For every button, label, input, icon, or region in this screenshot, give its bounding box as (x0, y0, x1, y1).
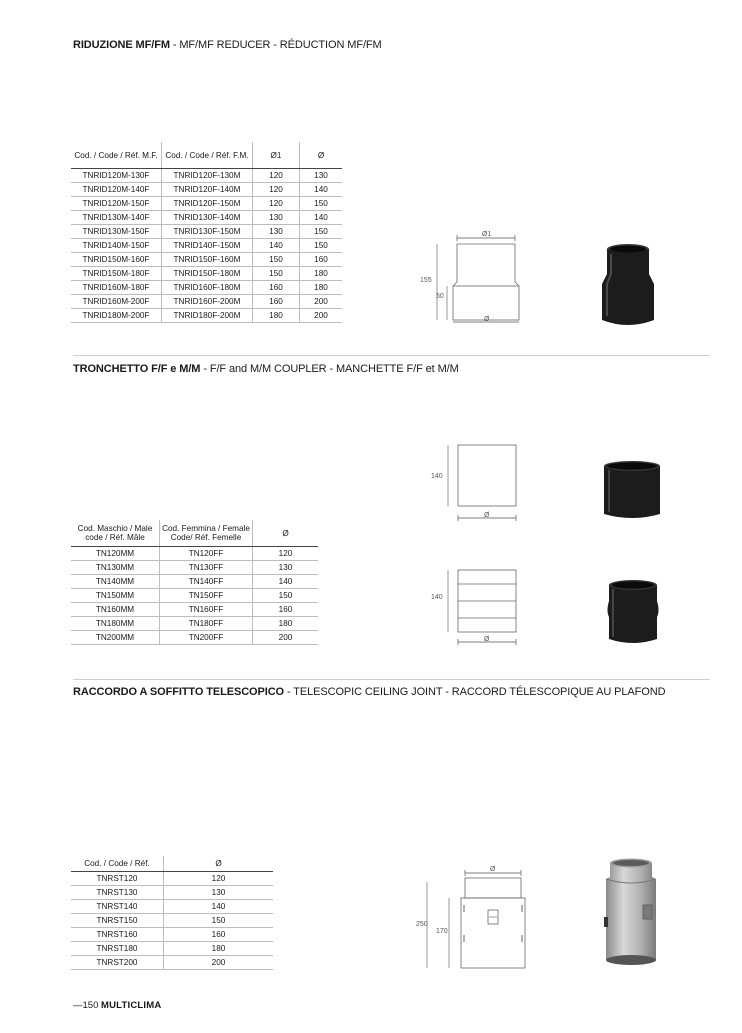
table-row (71, 253, 342, 267)
coupler-ff-bottom-label: Ø (484, 512, 490, 519)
table-cell: TNRID150F-160M (162, 253, 253, 267)
coupler-ff-technical-drawing (425, 440, 525, 525)
reducer-top-dim-label: Ø1 (482, 231, 492, 238)
table-cell: 200 (164, 956, 274, 970)
table-cell: TNRID120M-150F (71, 197, 162, 211)
coupler-section-title (73, 363, 459, 375)
table-row (71, 900, 273, 914)
table-cell: TN180FF (160, 617, 253, 631)
coupler-ff-product-photo (600, 458, 665, 523)
column-header: Cod. / Code / Réf. M.F. (71, 142, 162, 169)
table-cell: 150 (300, 225, 343, 239)
table-cell: TN160FF (160, 603, 253, 617)
table-row (71, 197, 342, 211)
table-cell: 180 (164, 942, 274, 956)
table-cell: 130 (253, 225, 300, 239)
coupler-mm-product-photo (603, 577, 663, 647)
telescopic-title-rest: - TELESCOPIC CEILING JOINT - RACCORD TÉLESCOPIQUE AU PLAFOND (284, 686, 666, 698)
table-cell: TN200FF (160, 631, 253, 645)
table-cell: 130 (164, 886, 274, 900)
table-cell: TNRST120 (71, 872, 164, 886)
table-cell: TNRID120F-140M (162, 183, 253, 197)
table-header-row (71, 142, 342, 169)
table-cell: TNRID160M-200F (71, 295, 162, 309)
telescopic-inner-height-label: 170 (436, 928, 448, 935)
table-cell: TN140MM (71, 575, 160, 589)
table-row (71, 267, 342, 281)
brand-name: MULTICLIMA (101, 1000, 162, 1011)
table-cell: TNRID120F-150M (162, 197, 253, 211)
table-cell: TNRID180M-200F (71, 309, 162, 323)
table-cell: 160 (253, 281, 300, 295)
table-row (71, 309, 342, 323)
table-cell: 160 (253, 603, 319, 617)
coupler-ff-height-label: 140 (431, 473, 443, 480)
table-cell: TNRID140F-150M (162, 239, 253, 253)
table-row (71, 914, 273, 928)
telescopic-section-title (73, 686, 665, 698)
table-cell: TN150FF (160, 589, 253, 603)
table-cell: TNRST180 (71, 942, 164, 956)
table-cell: 150 (253, 267, 300, 281)
table-cell: TNRST200 (71, 956, 164, 970)
reducer-title-bold: RIDUZIONE MF/FM (73, 39, 170, 51)
table-row (71, 295, 342, 309)
table-cell: 140 (253, 575, 319, 589)
table-row (71, 617, 318, 631)
table-cell: 140 (164, 900, 274, 914)
coupler-mm-height-label: 140 (431, 594, 443, 601)
table-cell: TN150MM (71, 589, 160, 603)
table-cell: TNRID120M-130F (71, 169, 162, 183)
reducer-technical-drawing (415, 230, 535, 330)
table-row (71, 575, 318, 589)
table-cell: TNRID130F-150M (162, 225, 253, 239)
table-cell: 180 (300, 281, 343, 295)
table-cell: 150 (300, 239, 343, 253)
telescopic-outer-height-label: 250 (416, 921, 428, 928)
reducer-section-title (73, 39, 382, 51)
section-divider (73, 679, 710, 680)
table-row (71, 942, 273, 956)
table-cell: TN130MM (71, 561, 160, 575)
section-divider (73, 355, 710, 356)
coupler-mm-technical-drawing (425, 562, 525, 650)
table-row (71, 183, 342, 197)
table-cell: TN180MM (71, 617, 160, 631)
reducer-title-rest: - MF/MF REDUCER - RÉDUCTION MF/FM (169, 39, 382, 51)
table-cell: TN160MM (71, 603, 160, 617)
table-cell: TNRID120M-140F (71, 183, 162, 197)
table-cell: 120 (253, 197, 300, 211)
table-cell: 200 (300, 295, 343, 309)
table-row (71, 886, 273, 900)
table-cell: TN200MM (71, 631, 160, 645)
table-cell: TNRST150 (71, 914, 164, 928)
reducer-bottom-dim-label: Ø (484, 316, 490, 323)
table-cell: 180 (300, 267, 343, 281)
table-row (71, 872, 273, 886)
telescopic-table (71, 856, 273, 970)
table-cell: 120 (164, 872, 274, 886)
telescopic-top-dim-label: Ø (490, 866, 496, 873)
table-cell: 130 (300, 169, 343, 183)
table-row (71, 225, 342, 239)
telescopic-technical-drawing (412, 860, 542, 975)
telescopic-title-bold: RACCORDO A SOFFITTO TELESCOPICO (73, 686, 284, 698)
table-cell: TNRID180F-200M (162, 309, 253, 323)
column-header: Ø (253, 520, 319, 547)
table-cell: 130 (253, 211, 300, 225)
table-cell: 140 (300, 211, 343, 225)
table-row (71, 281, 342, 295)
table-cell: 180 (253, 617, 319, 631)
table-cell: TNRID130F-140M (162, 211, 253, 225)
column-header: Ø (164, 856, 274, 872)
page-footer (73, 1000, 161, 1011)
coupler-mm-bottom-label: Ø (484, 636, 490, 643)
table-cell: TN140FF (160, 575, 253, 589)
table-cell: 200 (253, 631, 319, 645)
reducer-height-label: 155 (420, 277, 432, 284)
table-cell: TN120MM (71, 547, 160, 561)
table-row (71, 589, 318, 603)
table-row (71, 211, 342, 225)
table-cell: 160 (300, 253, 343, 267)
table-row (71, 928, 273, 942)
table-cell: TNRID130M-140F (71, 211, 162, 225)
table-cell: TNRID160F-200M (162, 295, 253, 309)
coupler-title-bold: TRONCHETTO F/F e M/M (73, 363, 201, 375)
table-cell: 140 (300, 183, 343, 197)
table-row (71, 169, 342, 183)
telescopic-product-photo (596, 855, 666, 975)
table-cell: 160 (253, 295, 300, 309)
table-cell: 150 (300, 197, 343, 211)
table-cell: TNRST160 (71, 928, 164, 942)
table-cell: 120 (253, 169, 300, 183)
table-header-row (71, 520, 318, 547)
table-cell: TNRST140 (71, 900, 164, 914)
table-cell: 130 (253, 561, 319, 575)
table-cell: 140 (253, 239, 300, 253)
table-cell: 150 (253, 253, 300, 267)
column-header: Cod. / Code / Réf. F.M. (162, 142, 253, 169)
table-cell: 150 (164, 914, 274, 928)
table-cell: 120 (253, 183, 300, 197)
table-row (71, 561, 318, 575)
table-cell: TNRID150M-160F (71, 253, 162, 267)
table-cell: 160 (164, 928, 274, 942)
table-cell: TNRID160M-180F (71, 281, 162, 295)
column-header: Cod. Maschio / Male code / Réf. Mâle (71, 520, 160, 547)
table-header-row (71, 856, 273, 872)
table-cell: TNRID130M-150F (71, 225, 162, 239)
table-cell: TNRID150M-180F (71, 267, 162, 281)
page-number: —150 (73, 1000, 99, 1011)
coupler-title-rest: - F/F and M/M COUPLER - MANCHETTE F/F et M/M (200, 363, 459, 375)
column-header: Cod. / Code / Réf. (71, 856, 164, 872)
column-header: Cod. Femmina / Female Code/ Réf. Femelle (160, 520, 253, 547)
table-cell: TN130FF (160, 561, 253, 575)
column-header: Ø1 (253, 142, 300, 169)
table-row (71, 239, 342, 253)
reducer-table (71, 142, 342, 323)
table-cell: TNRST130 (71, 886, 164, 900)
table-row (71, 956, 273, 970)
table-cell: TNRID160F-180M (162, 281, 253, 295)
table-cell: TNRID120F-130M (162, 169, 253, 183)
table-row (71, 603, 318, 617)
table-row (71, 547, 318, 561)
table-cell: TN120FF (160, 547, 253, 561)
reducer-collar-label: 50 (436, 293, 444, 300)
table-cell: 200 (300, 309, 343, 323)
column-header: Ø (300, 142, 343, 169)
reducer-product-photo (598, 240, 658, 330)
table-cell: 150 (253, 589, 319, 603)
coupler-table (71, 520, 318, 645)
table-cell: 120 (253, 547, 319, 561)
table-row (71, 631, 318, 645)
table-cell: 180 (253, 309, 300, 323)
table-cell: TNRID140M-150F (71, 239, 162, 253)
table-cell: TNRID150F-180M (162, 267, 253, 281)
